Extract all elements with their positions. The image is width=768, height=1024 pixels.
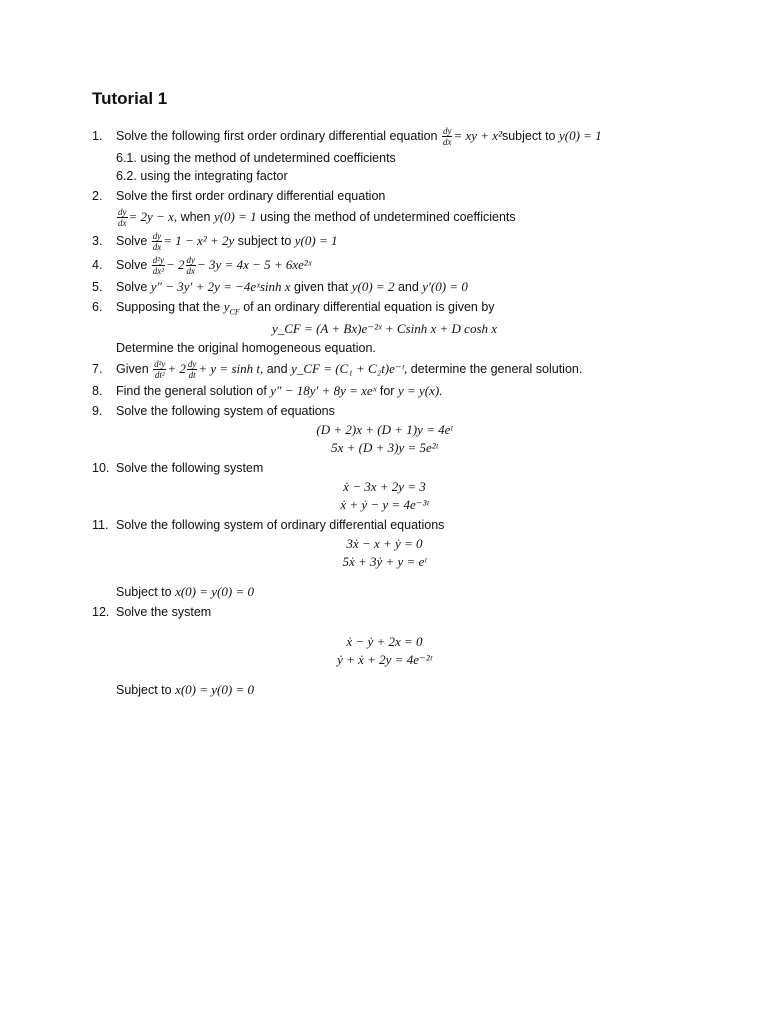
document-page [92, 88, 677, 701]
question-2 [92, 188, 677, 204]
question-4 [92, 255, 677, 276]
question-text: Given $\frac{\text{d²y}}{\text{dt²}}$ + 2 $\frac{dy}{dt}$ + y = sinh t, and y_CF = (C₁ + C₂t)e⁻ᵗ, determine the general solution. [116, 358, 583, 380]
subpart-6-1: 6.1. using the method of undetermined coefficients [116, 151, 396, 166]
question-12 [92, 604, 677, 620]
question-number: 6. [92, 299, 103, 314]
question-number: 4. [92, 257, 103, 272]
question-text: Solve the following system [116, 460, 264, 475]
complementary-function-symbol: $y_{CF}$ [223, 298, 240, 317]
question-text: Solve $\frac{\text{d²y}}{\text{dx²}}$ − 2 $\frac{dy}{dx}$ − 3y = 4x − 5 + 6xe²ˣ [116, 254, 312, 276]
equation: − 3y = 4x − 5 + 6xe²ˣ [197, 256, 312, 272]
question-number: 12. [92, 604, 110, 619]
system-equation-1: (D + 2)x + (D + 1)y = 4eᵗ [316, 422, 453, 437]
question-text: Solve y″ − 3y′ + 2y = −4eˣsinh x given that y(0) = 2 and y′(0) = 0 [116, 278, 468, 294]
question-9 [92, 403, 677, 419]
question-text: Solve $\frac{dy}{dx}$ = 1 − x² + 2y subject to y(0) = 1 [116, 230, 338, 252]
system-equation-2: ẋ + ẏ − y = 4e⁻³ᵗ [340, 496, 429, 512]
question-3 [92, 231, 677, 252]
system-equation-1: 3ẋ − x + ẏ = 0 [346, 536, 423, 552]
equation: y″ − 3y′ + 2y = −4eˣsinh x [150, 278, 291, 294]
second-derivative-fraction: $\frac{\text{d²y}}{\text{dt²}}$ [154, 358, 166, 380]
question-5 [92, 279, 677, 296]
subject-to-line: Subject to x(0) = y(0) = 0 [116, 681, 254, 697]
system-equation-2: 5x + (D + 3)y = 5e²ᵗ [331, 439, 438, 455]
question-number: 1. [92, 128, 103, 143]
equation: + y = sinh t, [198, 360, 264, 376]
question-number: 3. [92, 233, 103, 248]
page-title: Tutorial 1 [92, 89, 168, 108]
displayed-equation: y_CF = (A + Bx)e⁻²ˣ + Csinh x + D cosh x [271, 320, 498, 336]
equation: y″ − 18y′ + 8y = xeˣ [270, 382, 377, 398]
question-text: Supposing that the $y_{CF}$ of an ordinary differential equation is given by [116, 298, 495, 317]
question-number: 5. [92, 279, 103, 294]
question-text: Solve the following system of equations [116, 403, 335, 418]
question-8 [92, 383, 677, 400]
initial-condition: x(0) = y(0) = 0 [175, 681, 254, 697]
question-number: 9. [92, 403, 103, 418]
equation: = 2y − x, [128, 208, 178, 224]
question-1 [92, 126, 677, 147]
system-equation-2: ẏ + ẋ + 2y = 4e⁻²ᵗ [337, 651, 432, 667]
initial-condition: y(0) = 1 [213, 208, 257, 224]
initial-condition: y(0) = 2 [351, 278, 395, 294]
system-equation-1: ẋ − ẏ + 2x = 0 [346, 633, 423, 649]
equation: = 1 − x² + 2y [163, 232, 235, 248]
question-6 [92, 299, 677, 318]
question-number: 8. [92, 383, 103, 398]
system-equation-2: 5ẋ + 3ẏ + y = eᵗ [342, 553, 427, 569]
question-text: Solve the system [116, 604, 212, 619]
initial-condition: y′(0) = 0 [422, 278, 468, 294]
subject-to-line: Subject to x(0) = y(0) = 0 [116, 583, 254, 599]
initial-condition: y(0) = 1 [558, 127, 602, 143]
initial-condition: y(0) = 1 [294, 232, 338, 248]
equation: = xy + x² [453, 127, 502, 143]
condition: y = y(x). [397, 382, 443, 398]
subpart-6-2: 6.2. using the integrating factor [116, 169, 288, 184]
question-text: Find the general solution of y″ − 18y′ + 8y = xeˣ for y = y(x). [116, 382, 443, 398]
question-11 [92, 517, 677, 533]
question-2-equation-line: $\frac{dy}{dx}$ = 2y − x, when y(0) = 1 using the method of undetermined coefficients [118, 206, 516, 228]
follow-up-text: Determine the original homogeneous equation. [116, 340, 376, 355]
derivative-fraction: $\frac{dy}{dt}$ [187, 358, 197, 380]
derivative-fraction: $\frac{dy}{dx}$ [118, 206, 127, 228]
question-number: 11. [92, 517, 109, 532]
second-derivative-fraction: $\frac{\text{d²y}}{\text{dx²}}$ [152, 254, 164, 276]
question-text: Solve the first order ordinary differential equation [116, 188, 386, 203]
complementary-function: y_CF = (C₁ + C₂t)e⁻ᵗ, [291, 360, 408, 376]
initial-condition: x(0) = y(0) = 0 [175, 583, 254, 599]
derivative-fraction: $\frac{dy}{dx}$ [442, 126, 452, 148]
question-text: Solve the following system of ordinary differential equations [116, 517, 445, 532]
derivative-fraction: $\frac{dy}{dx}$ [186, 254, 195, 276]
derivative-fraction: $\frac{dy}{dx}$ [152, 230, 162, 252]
question-text: Solve the following first order ordinary differential equation $\frac{dy}{dx}$ = xy + x²subject to y(0) = 1 [116, 126, 602, 148]
question-number: 10. [92, 460, 110, 475]
question-number: 7. [92, 361, 103, 376]
question-10 [92, 460, 677, 476]
system-equation-1: ẋ − 3x + 2y = 3 [343, 479, 426, 495]
question-number: 2. [92, 188, 103, 203]
question-7 [92, 359, 677, 380]
